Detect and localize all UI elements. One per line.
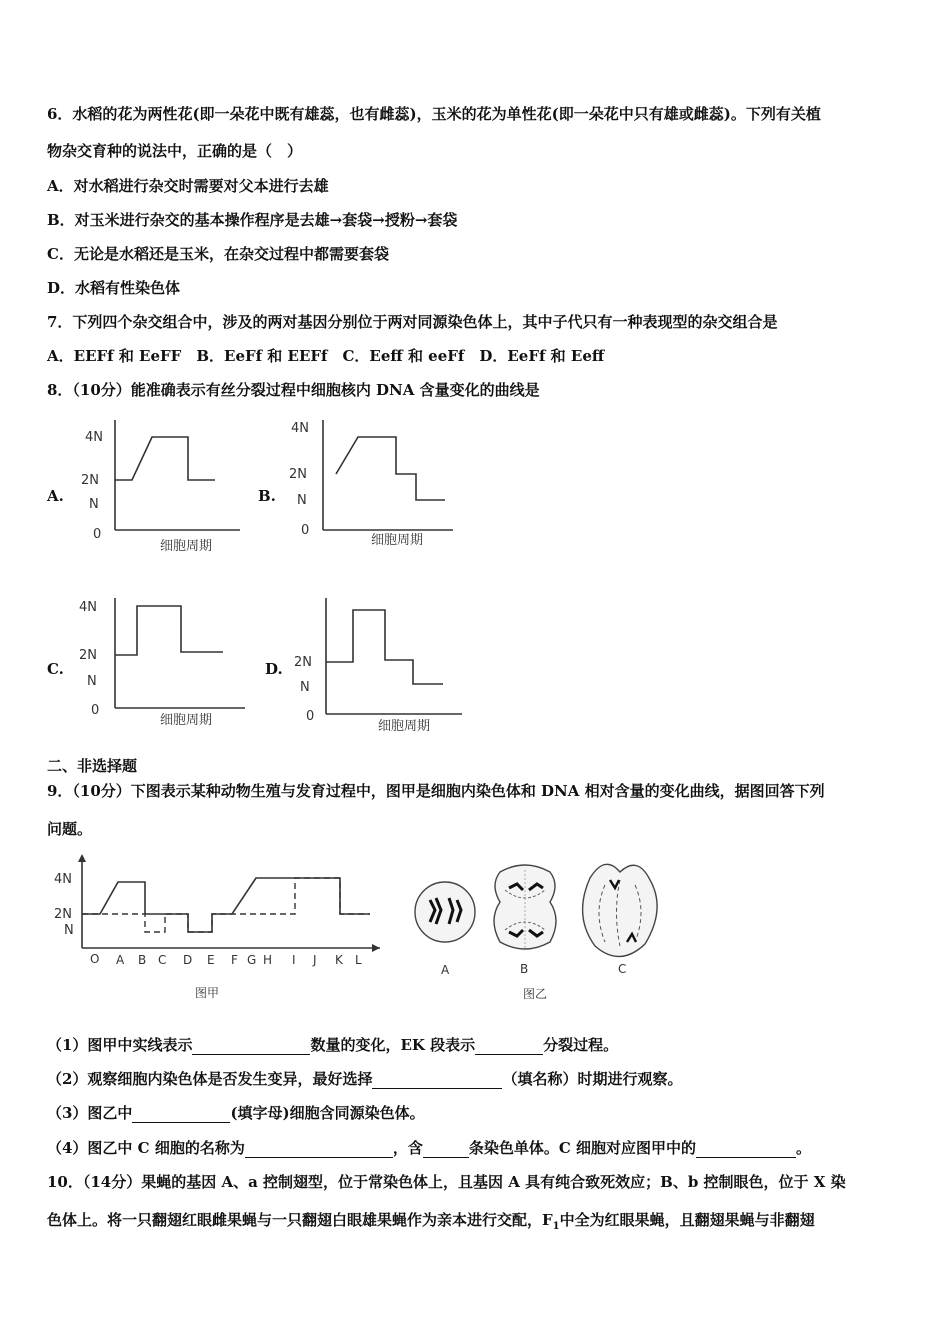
q6-stem-line1: 6．水稻的花为两性花(即一朵花中既有雄蕊，也有雌蕊)，玉米的花为单性花(即一朵花中只有雄或雌蕊)。下列有关植 (47, 105, 821, 123)
q9-jia-x-h: H (263, 953, 273, 967)
q8-graph-c (75, 590, 255, 735)
q9-jia-x-k: K (335, 953, 343, 967)
q9-sub3 (47, 1102, 425, 1123)
q8-d-tick-0: 0 (306, 709, 315, 724)
q8-a-tick-n: N (89, 497, 99, 512)
q10-stem-line2 (47, 1209, 815, 1232)
q9-jia-x-d: D (183, 953, 193, 967)
cell-a-label: A (441, 963, 450, 977)
q7-stem: 7．下列四个杂交组合中，涉及的两对基因分别位于两对同源染色体上，其中子代只有一种表现型的杂交组合是 (47, 313, 778, 331)
q9-jia-x-b: B (138, 953, 147, 967)
q8-graph-a (75, 412, 255, 557)
q8-option-c-label: C. (47, 660, 64, 678)
q9-sub1-blank1[interactable] (192, 1040, 310, 1055)
q8-a-tick-0: 0 (93, 527, 102, 542)
q8-a-tick-2n: 2N (81, 473, 99, 488)
q8-option-d-label: D. (265, 660, 283, 678)
cell-a-icon (415, 882, 475, 942)
q6-option-b: B．对玉米进行杂交的基本操作程序是去雄→套袋→授粉→套袋 (47, 211, 458, 229)
q9-jia-x-o: O (90, 952, 100, 966)
q8-c-tick-2n: 2N (79, 648, 97, 663)
cell-c-label: C (618, 962, 627, 976)
q6-stem-line2: 物杂交育种的说法中，正确的是（ ） (47, 142, 303, 160)
q6-option-a: A．对水稻进行杂交时需要对父本进行去雄 (47, 177, 329, 195)
q6-option-c: C．无论是水稻还是玉米，在杂交过程中都需要套袋 (47, 245, 389, 263)
q9-jia-x-i: I (292, 953, 296, 967)
q9-sub2-part-b: （填名称）时期进行观察。 (502, 1070, 683, 1088)
q9-jia-x-a: A (116, 953, 125, 967)
q8-b-tick-2n: 2N (289, 467, 307, 482)
q8-option-b-label: B. (258, 487, 276, 505)
q9-jia-x-j: J (313, 953, 317, 967)
q9-sub4-part-d: 。 (796, 1139, 812, 1157)
cell-c-icon (583, 864, 658, 956)
q9-sub4-blank1[interactable] (245, 1143, 393, 1158)
q9-sub3-blank1[interactable] (132, 1108, 230, 1123)
cell-b-label: B (520, 962, 529, 976)
q8-c-tick-n: N (87, 674, 97, 689)
q10-line2-part-a: 色体上。将一只翻翅红眼雌果蝇与一只翻翅白眼雄果蝇作为亲本进行交配，F (47, 1211, 553, 1229)
q9-sub3-part-b: (填字母)细胞含同源染色体。 (230, 1104, 425, 1122)
q9-sub1 (47, 1034, 618, 1055)
q8-c-tick-4n: 4N (79, 600, 97, 615)
q9-jia-x-c: C (158, 953, 167, 967)
q9-jia-tick-4n: 4N (54, 872, 72, 887)
q9-sub4-blank3[interactable] (696, 1143, 796, 1158)
q9-jia-tick-n: N (64, 923, 74, 938)
q8-graph-d (290, 592, 470, 737)
q8-stem: 8．（10分）能准确表示有丝分裂过程中细胞核内 DNA 含量变化的曲线是 (47, 381, 540, 399)
q9-jia-caption: 图甲 (195, 986, 220, 1000)
q9-sub2 (47, 1068, 682, 1089)
q6-option-d: D．水稻有性染色体 (47, 279, 181, 297)
q7-options: A．EEFf 和 EeFF B．EeFf 和 EEFf C．Eeff 和 eeFf D．EeFf 和 Eeff (47, 347, 605, 365)
q10-stem-line1: 10．（14分）果蝇的基因 A、a 控制翅型，位于常染色体上，且基因 A 具有纯合致死效应；B、b 控制眼色，位于 X 染 (47, 1173, 846, 1191)
q8-option-a-label: A. (47, 487, 64, 505)
q9-sub1-part-b: 数量的变化，EK 段表示 (310, 1036, 476, 1054)
q10-line2-subscript: 1 (552, 1221, 560, 1232)
q8-b-tick-0: 0 (301, 523, 310, 538)
q8-graph-b (283, 412, 463, 557)
q9-figure-jia (50, 850, 390, 1005)
cell-b-icon (494, 865, 556, 950)
q10-line2-part-b: 中全为红眼果蝇，且翻翅果蝇与非翻翅 (559, 1211, 815, 1229)
q8-c-xlabel: 细胞周期 (160, 713, 213, 728)
q8-d-tick-2n: 2N (294, 655, 312, 670)
q8-b-tick-4n: 4N (291, 421, 309, 436)
q9-sub4-part-c: 条染色单体。C 细胞对应图甲中的 (468, 1139, 697, 1157)
q9-sub4 (47, 1137, 811, 1158)
q9-jia-x-f: F (231, 953, 238, 967)
q9-stem-line2: 问题。 (47, 820, 93, 838)
q8-d-tick-n: N (300, 680, 310, 695)
q9-jia-x-g: G (247, 953, 257, 967)
q9-jia-x-l: L (355, 953, 362, 967)
q8-b-xlabel: 细胞周期 (371, 533, 424, 548)
q9-sub1-blank2[interactable] (475, 1040, 543, 1055)
q8-a-tick-4n: 4N (85, 430, 103, 445)
q9-sub2-blank1[interactable] (372, 1074, 502, 1089)
q9-sub1-part-c: 分裂过程。 (543, 1036, 619, 1054)
q9-sub4-blank2[interactable] (423, 1143, 469, 1158)
q9-yi-caption: 图乙 (523, 987, 548, 1001)
q8-b-tick-n: N (297, 493, 307, 508)
q9-stem-line1: 9．（10分）下图表示某种动物生殖与发育过程中，图甲是细胞内染色体和 DNA 相对含量的变化曲线，据图回答下列 (47, 782, 825, 800)
q9-sub3-part-a: （3）图乙中 (47, 1104, 133, 1122)
q8-c-tick-0: 0 (91, 703, 100, 718)
q9-sub4-part-b: ，含 (392, 1139, 423, 1157)
q9-sub4-part-a: （4）图乙中 C 细胞的名称为 (47, 1139, 245, 1157)
q8-a-xlabel: 细胞周期 (160, 539, 213, 554)
q9-sub2-part-a: （2）观察细胞内染色体是否发生变异，最好选择 (47, 1070, 373, 1088)
q9-sub1-part-a: （1）图甲中实线表示 (47, 1036, 193, 1054)
q8-d-xlabel: 细胞周期 (378, 719, 431, 734)
q9-jia-x-e: E (207, 953, 215, 967)
section-title-non-choice: 二、非选择题 (47, 757, 138, 775)
q9-figure-yi (405, 850, 675, 1005)
q9-jia-tick-2n: 2N (54, 907, 72, 922)
